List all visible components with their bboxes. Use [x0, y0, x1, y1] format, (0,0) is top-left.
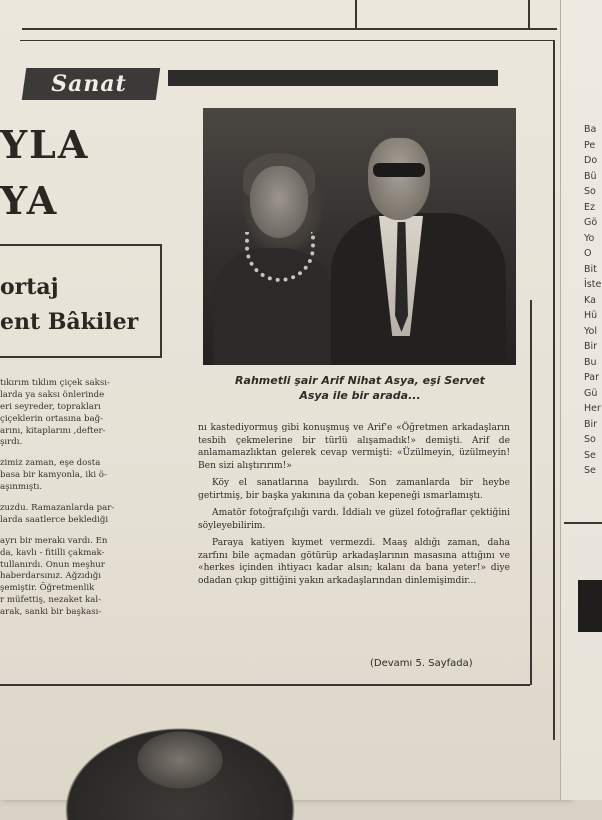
headline-line-1: YLA — [0, 122, 90, 167]
column-rule — [530, 300, 532, 685]
top-column-divider — [528, 0, 530, 28]
headline-line-2: YA — [0, 178, 59, 223]
article-paragraph: Paraya katiyen kıymet vermezdi. Maaş aldığı zaman, daha zarfını bile açmadan götürüp arkadaşlarının masasına attığını ve «herkes içinden ihtiyacı kadar alsın; kalanı da bana yeter!» diye odadan çıkıp gittiğini yakın arkadaşlarından dinlemişimdir... — [198, 538, 510, 586]
article-bottom-rule — [0, 684, 530, 686]
left-column-line: larda ya saksı önlerinde — [0, 389, 105, 400]
left-column-line: larda saatlerce beklediği — [0, 514, 109, 525]
left-column-line — [0, 494, 170, 503]
article-paragraph: Köy el sanatlarına bayılırdı. Son zamanlarda bir heybe getirtmiş, bir başka yakınına da çoban kepeneği ısmarlamıştı. — [198, 478, 510, 501]
section-rule — [20, 40, 554, 41]
article-paragraph: Amatör fotoğrafçılığı vardı. İddialı ve güzel fotoğraflar çektiğini söyleyebilirim. — [198, 508, 510, 531]
side-line: Bü — [584, 170, 597, 182]
adjacent-photo-fragment — [578, 580, 602, 632]
left-column-line: eri seyreder, toprakları — [0, 401, 101, 412]
top-rule — [22, 28, 557, 30]
side-line: Bir — [584, 341, 598, 352]
side-line: Se — [584, 465, 596, 476]
left-column-line: ayrı bir merakı vardı. En — [0, 535, 108, 546]
section-label: Sanat — [51, 71, 127, 97]
side-line: Bir — [584, 418, 598, 430]
left-column-line: şemiştir. Öğretmenlik — [0, 583, 95, 594]
side-line: Ez — [584, 201, 595, 213]
side-line: Hü — [584, 310, 598, 321]
left-column-line: çiçeklerin ortasına bağ- — [0, 413, 104, 424]
left-column-line: da, kavlı - fitilli çakmak- — [0, 547, 105, 558]
side-line: O — [584, 248, 592, 259]
side-line: Gü — [584, 387, 598, 399]
caption-line-2: Asya ile bir arada... — [299, 389, 421, 402]
left-column-line: aşınmıştı. — [0, 482, 43, 493]
left-column-line: şırdı. — [0, 437, 23, 448]
left-column-line: arak, sanki bir başkası- — [0, 607, 102, 618]
side-line: So — [584, 434, 596, 445]
portrait-photo — [203, 108, 516, 365]
byline-author: ent Bâkiler — [0, 309, 139, 335]
left-text-column — [0, 378, 170, 619]
left-column-line: zuzdu. Ramazanlarda par- — [0, 503, 115, 514]
article-paragraph: nı kastediyormuş gibi konuşmuş ve Arif'e «Öğretmen arkadaşların tesbih çekmelerine bir türlü alışamadık!» demişti. Arif de anlamamazlıktan gelerek cevap vermişti: «Üzülmeyin, üzülmeyin! Ben sizi alıştırırım!» — [198, 423, 510, 471]
left-column-line: r müfettiş, nezaket kal- — [0, 595, 102, 606]
left-column-line: haberdarsınız. Ağzıdığı — [0, 571, 102, 582]
side-line: So — [584, 186, 596, 197]
side-line: Bu — [584, 356, 597, 368]
side-line: Par — [584, 372, 600, 383]
photo-caption — [202, 373, 518, 403]
side-line: Yol — [584, 325, 597, 337]
right-border-rule — [553, 40, 555, 740]
left-column-line — [0, 527, 170, 536]
left-column-line: basa bir kamyonla, iki ö- — [0, 470, 107, 481]
byline-box — [0, 244, 162, 358]
side-line: Bit — [584, 263, 597, 275]
left-column-line: zimiz zaman, eşe dosta — [0, 458, 101, 469]
side-line: Do — [584, 155, 598, 166]
side-line: Ba — [584, 124, 597, 135]
caption-line-1: Rahmetli şair Arif Nihat Asya, eşi Servet — [235, 374, 485, 387]
byline-kicker: ortaj — [0, 274, 59, 300]
continued-note: (Devamı 5. Sayfada) — [370, 658, 473, 669]
left-column-line: tullanırdı. Onun meşhur — [0, 559, 105, 570]
side-line: Gö — [584, 217, 598, 228]
side-line: Her — [584, 403, 601, 414]
left-column-line: tıkırım tıklım çiçek saksı- — [0, 378, 110, 388]
top-column-divider — [355, 0, 357, 28]
side-line: Pe — [584, 139, 596, 151]
side-line: Yo — [584, 232, 595, 244]
side-line: Ka — [584, 294, 596, 306]
left-column-line: arını, kitaplarını ,defter- — [0, 425, 106, 436]
section-header-bar — [168, 70, 498, 86]
side-line: Se — [584, 449, 596, 461]
side-line: İste — [584, 279, 602, 290]
adjacent-column-fragment — [584, 122, 602, 479]
left-column-line — [0, 449, 170, 458]
side-rule — [564, 522, 602, 524]
main-text-column — [198, 422, 510, 592]
